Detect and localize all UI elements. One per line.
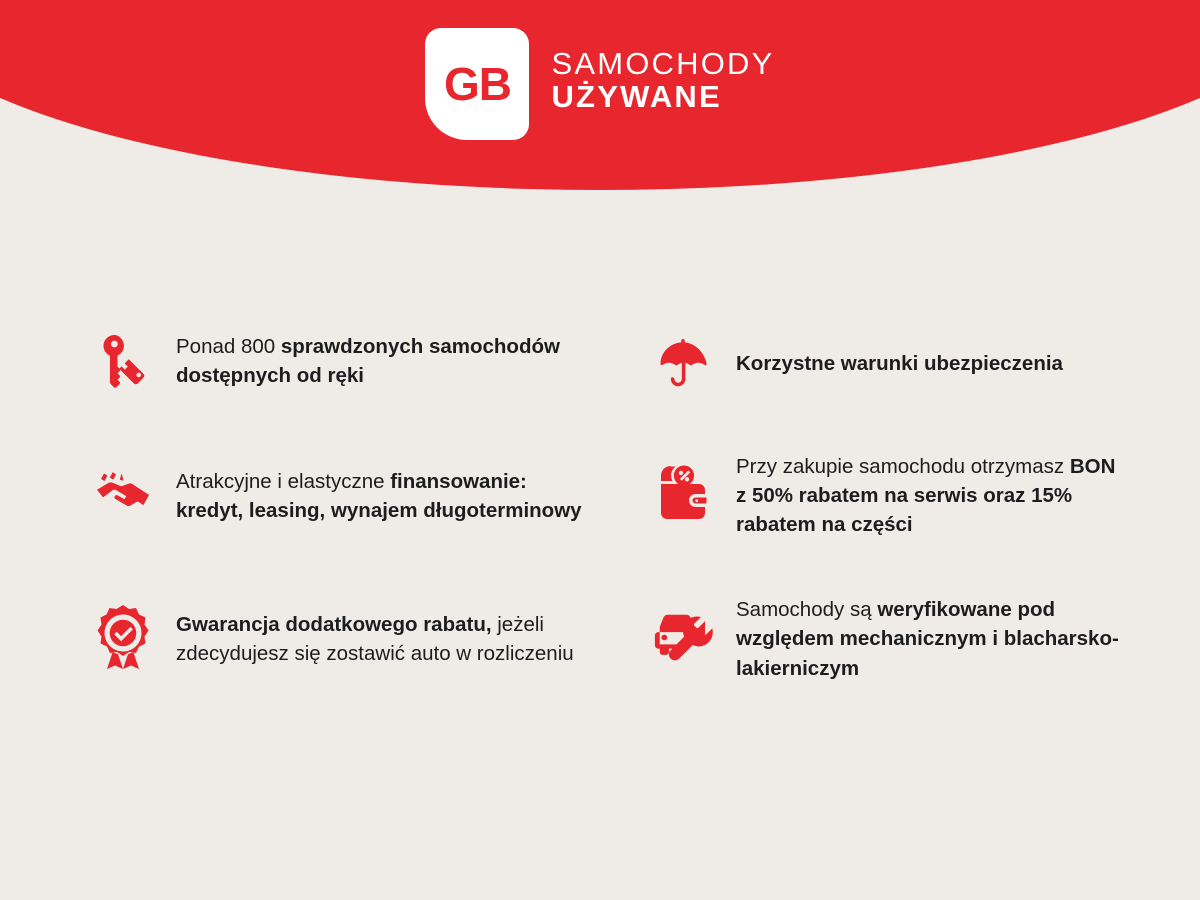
feature-text: Ponad 800 sprawdzonych samochodów dostępnych od ręki bbox=[176, 335, 560, 388]
car-wrench-icon bbox=[652, 604, 714, 670]
handshake-icon bbox=[92, 461, 154, 527]
feature-item bbox=[652, 330, 1122, 396]
brand-title bbox=[551, 48, 774, 120]
feature-item bbox=[652, 448, 1122, 539]
guarantee-badge-icon bbox=[92, 604, 154, 670]
page-header bbox=[0, 0, 1200, 190]
brand-title-line1: SAMOCHODY bbox=[551, 46, 775, 82]
features-grid bbox=[92, 330, 1122, 683]
wallet-discount-icon bbox=[652, 461, 714, 527]
feature-text: Przy zakupie samochodu otrzymasz BON z 50% rabatem na serwis oraz 15% rabatem na części bbox=[736, 455, 1116, 537]
car-keys-icon bbox=[92, 330, 154, 396]
feature-text: Gwarancja dodatkowego rabatu, jeżeli zdecydujesz się zostawić auto w rozliczeniu bbox=[176, 612, 574, 665]
umbrella-icon bbox=[652, 330, 714, 396]
gb-logo bbox=[425, 28, 529, 140]
feature-text: Atrakcyjne i elastyczne finansowanie: kredyt, leasing, wynajem długoterminowy bbox=[176, 469, 582, 522]
gb-logo-text: GB bbox=[443, 58, 511, 110]
feature-item bbox=[92, 330, 592, 396]
feature-text: Korzystne warunki ubezpieczenia bbox=[736, 352, 1063, 376]
feature-item bbox=[92, 448, 592, 539]
feature-item bbox=[652, 591, 1122, 682]
feature-text: Samochody są weryfikowane pod względem mechanicznym i blacharsko-lakierniczym bbox=[736, 598, 1119, 680]
feature-item bbox=[92, 591, 592, 682]
brand-lockup bbox=[0, 28, 1200, 140]
brand-title-line2: UŻYWANE bbox=[551, 79, 722, 114]
